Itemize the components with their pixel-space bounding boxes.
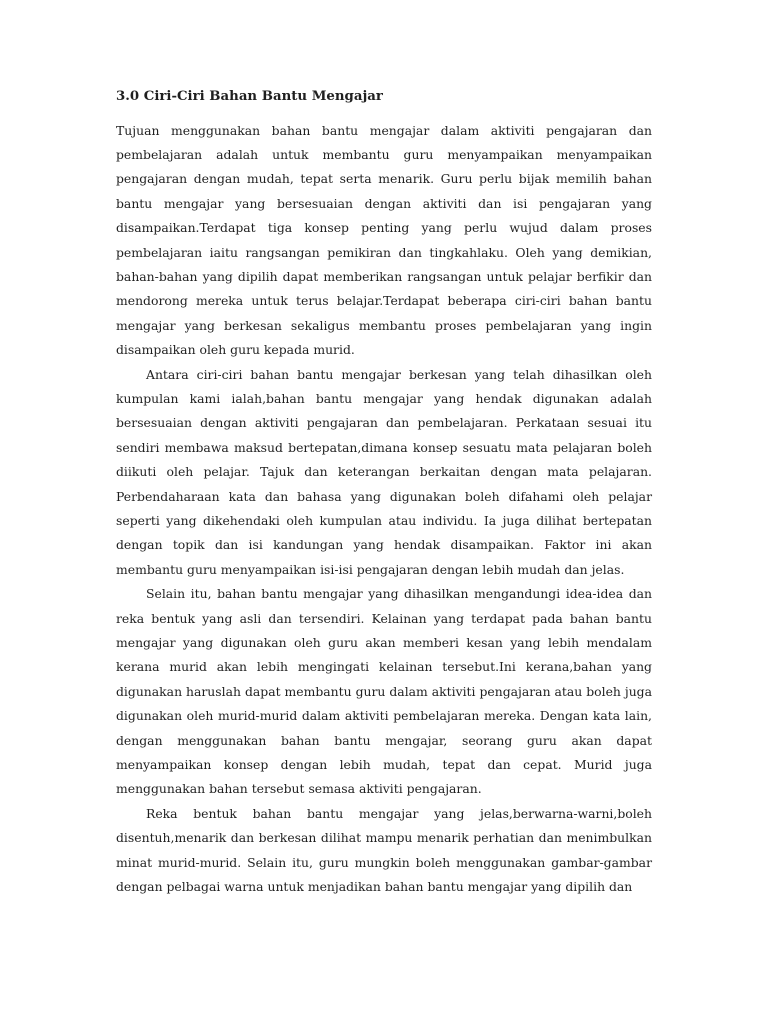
paragraph-suitability: Antara ciri-ciri bahan bantu mengajar berkesan yang telah dihasilkan oleh kumpulan kami ialah,bahan bantu mengajar yang hendak digunakan adalah bersesuaian dengan aktiviti pengajaran dan pembelajaran. Perkataan sesuai itu sendiri membawa maksud bertepatan,dimana konsep sesuatu mata pelajaran boleh diikuti oleh pelajar. Tajuk dan keterangan berkaitan dengan mata pelajaran. Perbendaharaan kata dan bahasa yang digunakan boleh difahami oleh pelajar seperti yang dikehendaki oleh kumpulan atau individu. Ia juga dilihat bertepatan dengan topik dan isi kandungan yang hendak disampaikan. Faktor ini akan membantu guru menyampaikan isi-isi pengajaran dengan lebih mudah dan jelas. (116, 366, 652, 577)
paragraph-design: Reka bentuk bahan bantu mengajar yang jelas,berwarna-warni,boleh disentuh,menarik dan berkesan dilihat mampu menarik perhatian dan menimbulkan minat murid-murid. Selain itu, guru mungkin boleh menggunakan gambar-gambar dengan pelbagai warna untuk menjadikan bahan bantu mengajar yang dipilih dan (116, 805, 652, 895)
paragraph-intro: Tujuan menggunakan bahan bantu mengajar dalam aktiviti pengajaran dan pembelajaran adalah untuk membantu guru menyampaikan menyampaikan pengajaran dengan mudah, tepat serta menarik. Guru perlu bijak memilih bahan bantu mengajar yang bersesuaian dengan aktiviti dan isi pengajaran yang disampaikan.Terdapat tiga konsep penting yang perlu wujud dalam proses pembelajaran iaitu rangsangan pemikiran dan tingkahlaku. Oleh yang demikian, bahan-bahan yang dipilih dapat memberikan rangsangan untuk pelajar berfikir dan mendorong mereka untuk terus belajar.Terdapat beberapa ciri-ciri bahan bantu mengajar yang berkesan sekaligus membantu proses pembelajaran yang ingin disampaikan oleh guru kepada murid. (116, 122, 652, 358)
document-body (116, 85, 652, 900)
paragraph-originality: Selain itu, bahan bantu mengajar yang dihasilkan mengandungi idea-idea dan reka bentuk yang asli dan tersendiri. Kelainan yang terdapat pada bahan bantu mengajar yang digunakan oleh guru akan memberi kesan yang lebih mendalam kerana murid akan lebih mengingati kelainan tersebut.Ini kerana,bahan yang digunakan haruslah dapat membantu guru dalam aktiviti pengajaran atau boleh juga digunakan oleh murid-murid dalam aktiviti pembelajaran mereka. Dengan kata lain, dengan menggunakan bahan bantu mengajar, seorang guru akan dapat menyampaikan konsep dengan lebih mudah, tepat dan cepat. Murid juga menggunakan bahan tersebut semasa aktiviti pengajaran. (116, 586, 652, 797)
section-heading: 3.0 Ciri-Ciri Bahan Bantu Mengajar (116, 89, 383, 104)
